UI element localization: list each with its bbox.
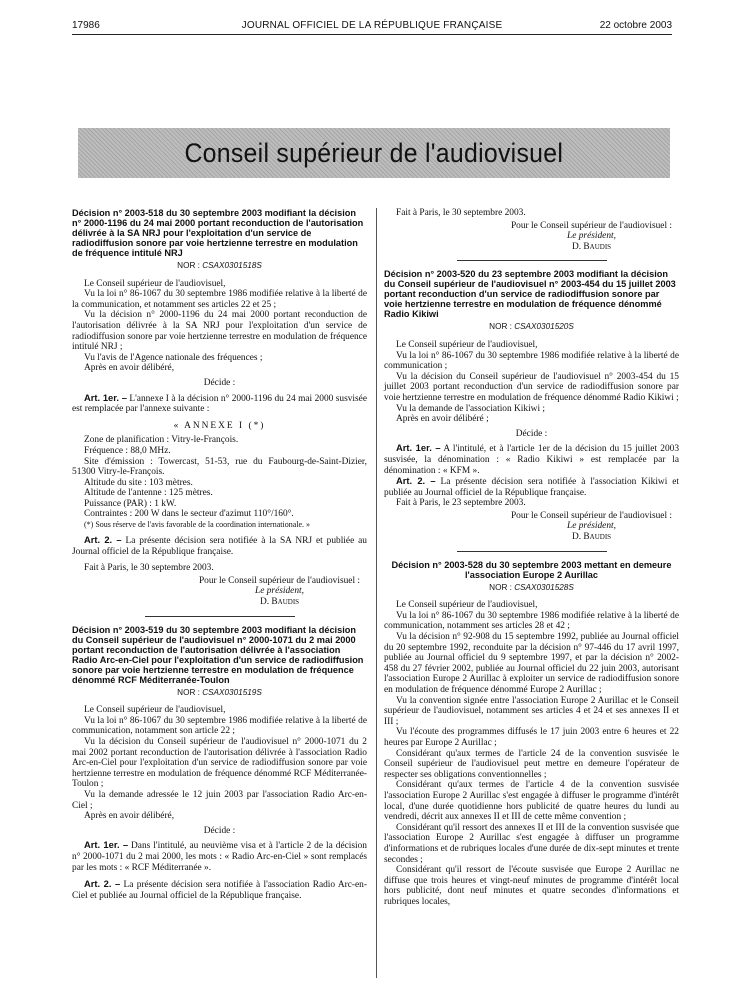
signature-line: Pour le Conseil supérieur de l'audiovisuel : bbox=[510, 220, 673, 231]
annex-line: Contraintes : 200 W dans le secteur d'azimut 110°/160°. bbox=[84, 509, 294, 520]
decision-separator bbox=[457, 551, 607, 552]
paragraph: Le Conseil supérieur de l'audiovisuel, bbox=[396, 339, 538, 350]
signature-block bbox=[72, 576, 367, 608]
paragraph: Le Conseil supérieur de l'audiovisuel, bbox=[84, 278, 226, 289]
article-text: L'annexe I à la décision n° 2000-1196 du 24 mai 2000 susvisée est remplacée par l'annexe suivante : bbox=[72, 393, 368, 415]
signatory-role: Le président, bbox=[567, 231, 616, 242]
paragraph: Considérant qu'aux termes de l'article 24 de la convention susvisée le Conseil supérieur de l'audiovisuel peut mettre en demeure l'opérateur de respecter ses obligations conventionnelles ; bbox=[384, 748, 679, 780]
section-title: Conseil supérieur de l'audiovisuel bbox=[184, 137, 564, 168]
article bbox=[72, 393, 367, 415]
annex-line: Altitude du site : 103 mètres. bbox=[84, 477, 193, 488]
annex-title: « ANNEXE I (*) bbox=[173, 420, 266, 431]
article-text: A l'intitulé, et à l'article 1er de la décision du 15 juillet 2003 susvisée, la dénomination : « Radio Kikiwi » est remplacée par la dénomination : « KFM ». bbox=[384, 444, 680, 476]
signatory-role: Le président, bbox=[255, 586, 304, 597]
signatory-name: D. Baudis bbox=[571, 532, 612, 543]
paragraph: Vu la décision du Conseil supérieur de l'audiovisuel n° 2003-454 du 15 juillet 2003 portant reconduction d'un service de radiodiffusion sonore par voie hertzienne terrestre en modulation de fréquence dénommé Radio Kikiwi ; bbox=[384, 371, 679, 403]
article bbox=[72, 535, 367, 557]
nor-code: CSAX0301519S bbox=[202, 687, 262, 697]
page-number: 17986 bbox=[72, 20, 100, 31]
article bbox=[72, 840, 367, 873]
nor-reference bbox=[72, 688, 367, 699]
signed-place-date: Fait à Paris, le 30 septembre 2003. bbox=[396, 208, 526, 218]
nor-label: NOR : bbox=[489, 582, 512, 592]
paragraph: Vu la loi n° 86-1067 du 30 septembre 1986 modifiée relative à la liberté de la communication, et notamment ses articles 22 et 25 ; bbox=[72, 289, 367, 310]
decision-title: Décision n° 2003-519 du 30 septembre 2003 modifiant la décision du Conseil supérieur de l'audiovisuel n° 2000-1071 du 2 mai 2000 portant reconduction de l'autorisation délivrée à l'association Radio Arc-en-Ciel pour l'exploitation d'un service de radiodiffusion sonore par voie hertzienne terrestre en modulation de fréquence dénommé RCF Méditerranée-Toulon bbox=[72, 624, 364, 685]
signed-place-date: Fait à Paris, le 30 septembre 2003. bbox=[84, 563, 214, 574]
decide-heading: Décide : bbox=[203, 825, 236, 836]
paragraph: Vu la demande adressée le 12 juin 2003 par l'association Radio Arc-en-Ciel ; bbox=[72, 789, 367, 811]
header-rule bbox=[72, 34, 672, 35]
article-label: Art. 1er. – bbox=[396, 442, 441, 454]
article bbox=[72, 879, 367, 901]
article-text: La présente décision sera notifiée à l'association Radio Arc-en-Ciel et publiée au Journal officiel de la République française. bbox=[72, 880, 367, 901]
nor-code: CSAX0301518S bbox=[202, 261, 262, 270]
paragraph: Le Conseil supérieur de l'audiovisuel, bbox=[84, 705, 226, 716]
nor-reference bbox=[384, 322, 679, 333]
paragraph: Vu la décision du Conseil supérieur de l'audiovisuel n° 2000-1071 du 2 mai 2002 portant reconduction de l'autorisation délivrée à l'association Radio Arc-en-Ciel pour l'exploitation d'un service de radiodiffusion sonore par voie hertzienne terrestre en modulation de fréquence dénommé RCF Méditerranée-Toulon ; bbox=[72, 737, 367, 790]
signatory-role: Le président, bbox=[567, 521, 616, 532]
paragraph: Vu la loi n° 86-1067 du 30 septembre 1986 modifiée relative à la liberté de communication ; bbox=[384, 350, 679, 372]
article bbox=[384, 476, 679, 498]
paragraph: Vu la loi n° 86-1067 du 30 septembre 1986 modifiée relative à la liberté de communication, notamment ses articles 28 et 42 ; bbox=[384, 610, 679, 632]
nor-code: CSAX0301520S bbox=[514, 322, 574, 332]
paragraph: Considérant qu'il ressort de l'écoute susvisée que Europe 2 Aurillac ne diffuse que trois heures et vingt-neuf minutes de programme d'intérêt local hors publicité, dont neuf minutes et quatre secondes d'informations et rubriques locales, bbox=[384, 865, 679, 907]
signatory-name: D. Baudis bbox=[571, 241, 612, 252]
paragraph: Vu l'écoute des programmes diffusés le 17 juin 2003 entre 6 heures et 22 heures par Europe 2 Aurillac ; bbox=[384, 727, 679, 748]
annex-line: Puissance (PAR) : 1 kW. bbox=[84, 498, 177, 509]
left-column bbox=[72, 208, 367, 901]
decision-title: Décision n° 2003-518 du 30 septembre 2003 modifiant la décision n° 2000-1196 du 24 mai 2000 portant reconduction de l'autorisation délivrée à la SA NRJ pour l'exploitation d'un service de radiodiffusion sonore par voie hertzienne terrestre en modulation de fréquence intitulé NRJ bbox=[72, 208, 364, 258]
paragraph: Vu la décision n° 92-908 du 15 septembre 1992, publiée au Journal officiel du 20 septembre 1992, reconduite par la décision n° 97-446 du 17 avril 1997, publiée au Journal officiel du 9 septembre 1997, et par la décision n° 2002-458 du 27 février 2002, publiée au Journal officiel du 22 juin 2003, autorisant l'association Europe 2 Aurillac à exploiter un service de radiodiffusion sonore en modulation de fréquence dénommé Europe 2 Aurillac ; bbox=[384, 632, 679, 695]
signatory-name: D. Baudis bbox=[259, 597, 300, 608]
signature-block bbox=[384, 221, 679, 253]
paragraph: Vu la convention signée entre l'association Europe 2 Aurillac et le Conseil supérieur de l'audiovisuel, notamment ses articles 4 et 24 et ses annexes II et III ; bbox=[384, 695, 679, 727]
signature-line: Pour le Conseil supérieur de l'audiovisuel : bbox=[198, 575, 361, 586]
journal-title: JOURNAL OFFICIEL DE LA RÉPUBLIQUE FRANÇAISE bbox=[241, 20, 503, 31]
paragraph: Considérant qu'aux termes de l'article 4 de la convention susvisée l'association Europe 2 Aurillac s'est engagée à diffuser le programme d'intérêt local, d'une durée quotidienne hors publicité de quatre heures du lundi au vendredi, décrit aux annexes II et III de cette même convention ; bbox=[384, 780, 679, 823]
nor-label: NOR : bbox=[489, 322, 512, 332]
decision-separator bbox=[145, 616, 295, 617]
annex-line: Site d'émission : Towercast, 51-53, rue du Faubourg-de-Saint-Dizier, 51300 Vitry-le-François. bbox=[72, 456, 367, 478]
column-divider bbox=[376, 208, 377, 978]
signature-block bbox=[384, 511, 679, 543]
article bbox=[384, 443, 679, 476]
article-text: Dans l'intitulé, au neuvième visa et à l'article 2 de la décision n° 2000-1071 du 2 mai 2000, les mots : « Radio Arc-en-Ciel » sont remplacés par les mots : « RCF Méditerranée ». bbox=[72, 841, 367, 873]
paragraph: Le Conseil supérieur de l'audiovisuel, bbox=[396, 600, 538, 611]
article-label: Art. 2. – bbox=[396, 475, 436, 487]
article-label: Art. 1er. – bbox=[84, 391, 127, 403]
decide-heading: Décide : bbox=[515, 428, 548, 439]
paragraph: Après en avoir délibéré ; bbox=[396, 414, 489, 425]
paragraph: Vu l'avis de l'Agence nationale des fréquences ; bbox=[84, 352, 263, 363]
paragraph: Après en avoir délibéré, bbox=[84, 363, 175, 374]
right-column bbox=[384, 208, 679, 907]
decision-title: Décision n° 2003-520 du 23 septembre 2003 modifiant la décision du Conseil supérieur de l'audiovisuel n° 2003-454 du 15 juillet 2003 portant reconduction d'un service de radiodiffusion sonore par voie hertzienne terrestre en modulation de fréquence dénommé Radio Kikiwi bbox=[384, 269, 676, 320]
paragraph: Considérant qu'il ressort des annexes II et III de la convention susvisée que l'association Europe 2 Aurillac s'est engagée à diffuser un programme d'informations et de rubriques locales d'une durée de dix-sept minutes et trente secondes ; bbox=[384, 822, 679, 865]
article-label: Art. 2. – bbox=[84, 878, 121, 890]
annex-line: Fréquence : 88,0 MHz. bbox=[84, 445, 171, 456]
article-text: La présente décision sera notifiée à l'association Kikiwi et publiée au Journal officiel de la République française. bbox=[384, 477, 680, 498]
nor-label: NOR : bbox=[177, 687, 200, 697]
section-banner bbox=[78, 128, 670, 178]
nor-code: CSAX0301528S bbox=[514, 582, 574, 592]
article-label: Art. 2. – bbox=[84, 534, 122, 546]
nor-reference bbox=[72, 261, 367, 272]
annex-note: (*) Sous réserve de l'avis favorable de la coordination internationale. » bbox=[84, 520, 311, 530]
article-text: La présente décision sera notifiée à la SA NRJ et publiée au Journal officiel de la République française. bbox=[72, 536, 367, 557]
paragraph: Vu la loi n° 86-1067 du 30 septembre 1986 modifiée relative à la liberté de communication, notamment son article 22 ; bbox=[72, 715, 367, 737]
annex-line: Zone de planification : Vitry-le-François. bbox=[84, 435, 239, 446]
nor-label: NOR : bbox=[177, 261, 200, 270]
signature-line: Pour le Conseil supérieur de l'audiovisuel : bbox=[510, 510, 673, 521]
article-label: Art. 1er. – bbox=[84, 839, 129, 851]
paragraph: Après en avoir délibéré, bbox=[84, 811, 175, 822]
paragraph: Vu la demande de l'association Kikiwi ; bbox=[396, 403, 546, 414]
paragraph: Vu la décision n° 2000-1196 du 24 mai 2000 portant reconduction de l'autorisation délivrée à la SA NRJ pour l'exploitation d'un service de radiodiffusion sonore par voie hertzienne terrestre en modulation de fréquence intitulé NRJ ; bbox=[72, 310, 367, 353]
nor-reference bbox=[384, 583, 679, 594]
issue-date: 22 octobre 2003 bbox=[599, 20, 672, 31]
annex-line: Altitude de l'antenne : 125 mètres. bbox=[84, 488, 213, 499]
decision-title: Décision n° 2003-528 du 30 septembre 2003 mettant en demeure l'association Europe 2 Aurillac bbox=[391, 559, 672, 580]
decide-heading: Décide : bbox=[203, 377, 236, 388]
decision-separator bbox=[457, 260, 607, 261]
signed-place-date: Fait à Paris, le 23 septembre 2003. bbox=[396, 498, 526, 509]
